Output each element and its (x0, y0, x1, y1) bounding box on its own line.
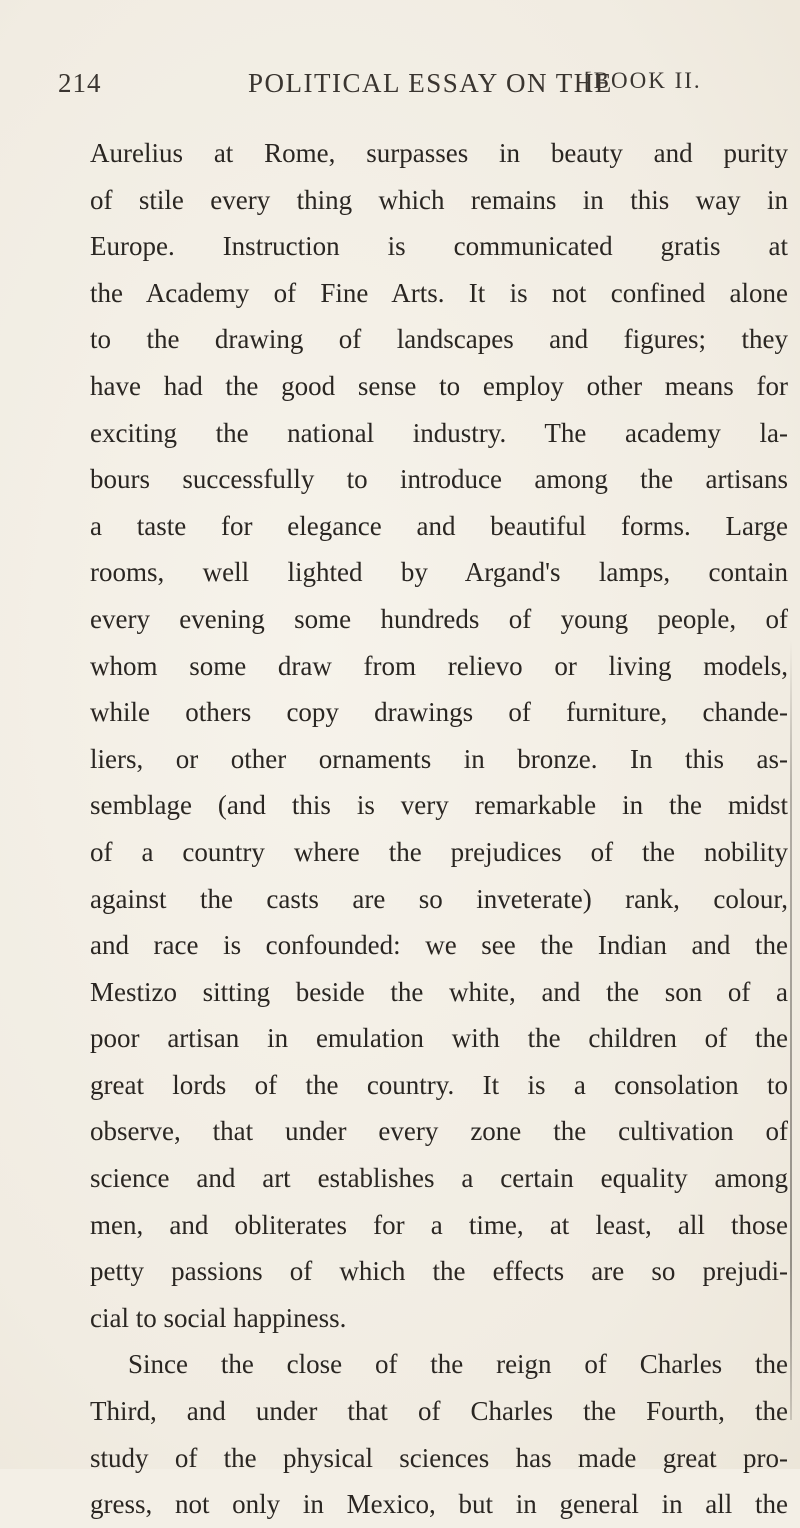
page-number: 214 (58, 68, 102, 98)
body-text (90, 130, 788, 1528)
text-line: every evening some hundreds of young people, of (90, 603, 788, 634)
text-line: men, and obliterates for a time, at least, all those (90, 1209, 788, 1240)
text-line: Europe. Instruction is communicated gratis at (90, 231, 788, 262)
text-line: against the casts are so inveterate) rank, colour, (90, 883, 788, 914)
text-line: poor artisan in emulation with the children of the (90, 1023, 788, 1054)
text-line: of a country where the prejudices of the nobility (90, 836, 788, 867)
text-line: cial to social happiness. (90, 1302, 347, 1333)
text-line: exciting the national industry. The academy la- (90, 417, 788, 448)
text-line: science and art establishes a certain equality among (90, 1163, 788, 1194)
text-line: Third, and under that of Charles the Fourth, the (90, 1396, 788, 1427)
text-line: Since the close of the reign of Charles the (128, 1349, 788, 1380)
text-line: observe, that under every zone the cultivation of (90, 1116, 788, 1147)
running-title: POLITICAL ESSAY ON THE (248, 68, 613, 98)
text-line: of stile every thing which remains in this way in (90, 184, 788, 215)
text-line: gress, not only in Mexico, but in general in all the (90, 1489, 788, 1520)
text-line: petty passions of which the effects are so prejudi- (90, 1256, 788, 1287)
text-line: while others copy drawings of furniture, chande- (90, 697, 788, 728)
text-line: the Academy of Fine Arts. It is not confined alone (90, 277, 788, 308)
text-line: bours successfully to introduce among the artisans (90, 464, 788, 495)
text-line: Mestizo sitting beside the white, and the son of a (90, 976, 788, 1007)
text-line: to the drawing of landscapes and figures; they (90, 324, 788, 355)
text-line: Aurelius at Rome, surpasses in beauty and purity (90, 138, 788, 168)
book-reference: [BOOK II. (584, 68, 702, 93)
text-line: a taste for elegance and beautiful forms. Large (90, 510, 788, 541)
text-line: semblage (and this is very remarkable in the midst (90, 790, 788, 821)
text-line: liers, or other ornaments in bronze. In this as- (90, 743, 788, 774)
running-header (58, 68, 768, 112)
text-line: whom some draw from relievo or living models, (90, 650, 788, 681)
text-line: have had the good sense to employ other means for (90, 370, 788, 401)
text-line: study of the physical sciences has made great pro- (90, 1442, 788, 1473)
text-line: and race is confounded: we see the Indian and the (90, 930, 788, 961)
page-edge-shadow (790, 640, 792, 1420)
text-line: great lords of the country. It is a consolation to (90, 1069, 788, 1100)
text-line: rooms, well lighted by Argand's lamps, contain (90, 557, 788, 588)
